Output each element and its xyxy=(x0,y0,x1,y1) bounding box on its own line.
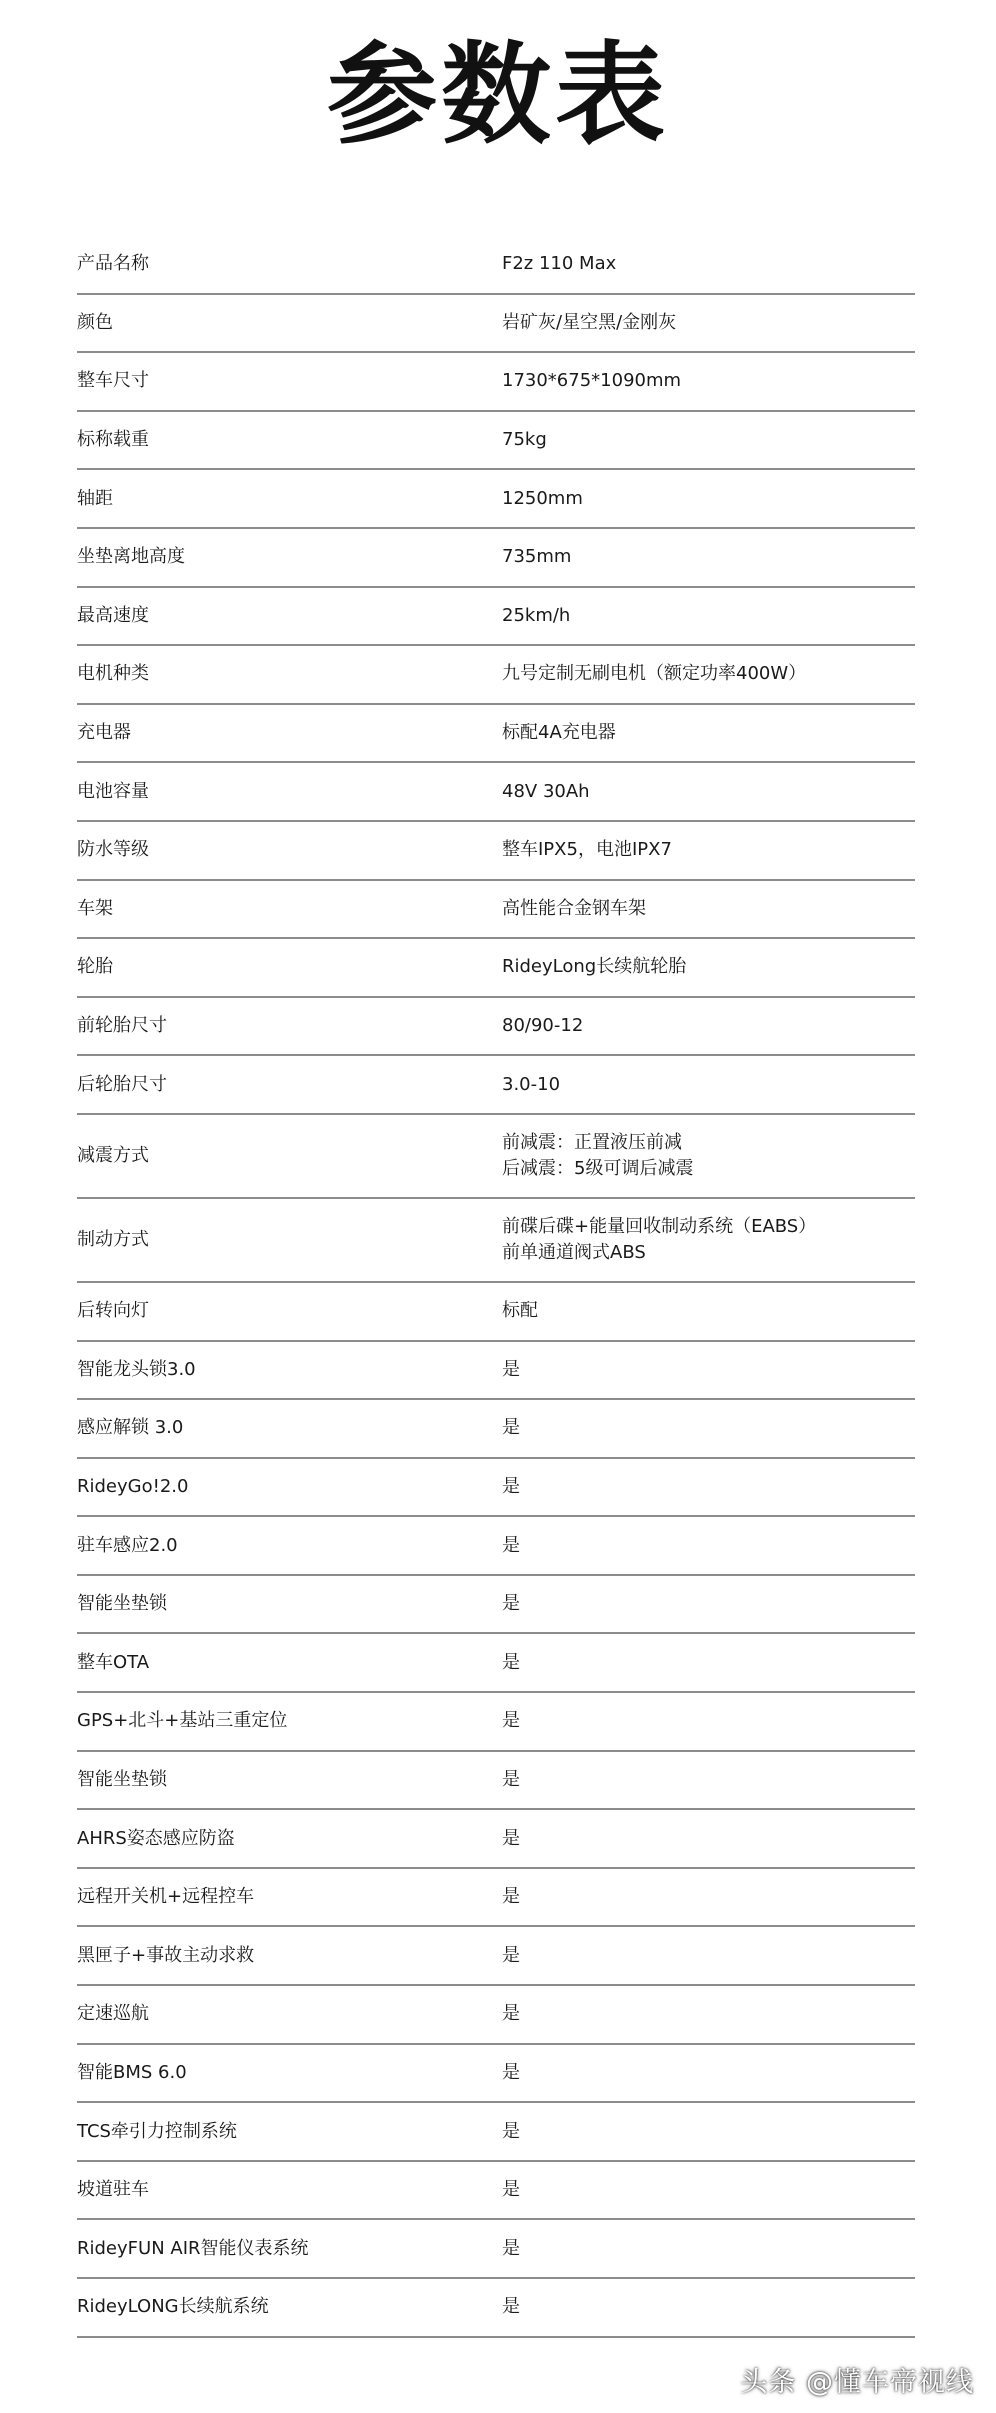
spec-label: 驻车感应2.0 xyxy=(77,1534,178,1556)
spec-value: 九号定制无刷电机（额定功率400W） xyxy=(502,663,807,685)
spec-value: 1730*675*1090mm xyxy=(502,370,682,392)
spec-label: 坐垫离地高度 xyxy=(77,546,185,568)
spec-label: 整车尺寸 xyxy=(77,370,149,392)
spec-row xyxy=(77,1342,915,1401)
spec-row xyxy=(77,1517,915,1576)
spec-value: 是 xyxy=(502,2296,520,2318)
spec-row xyxy=(77,588,915,647)
spec-value: 是 xyxy=(502,2061,520,2083)
spec-row xyxy=(77,1869,915,1928)
spec-label: AHRS姿态感应防盗 xyxy=(77,1827,235,1849)
spec-label: TCS牵引力控制系统 xyxy=(77,2120,237,2142)
spec-value: 3.0-10 xyxy=(502,1073,561,1095)
spec-value: 是 xyxy=(502,1827,520,1849)
spec-label: 远程开关机+远程控车 xyxy=(77,1886,255,1908)
spec-value: 是 xyxy=(502,2120,520,2142)
spec-label: 车架 xyxy=(77,897,113,919)
spec-value: 75kg xyxy=(502,429,547,451)
spec-row xyxy=(77,529,915,588)
spec-row xyxy=(77,1634,915,1693)
spec-row xyxy=(77,470,915,529)
spec-label: RideyGo!2.0 xyxy=(77,1475,189,1497)
spec-label: 智能坐垫锁 xyxy=(77,1768,167,1790)
spec-value: 标配4A充电器 xyxy=(502,722,616,744)
spec-label: 智能龙头锁3.0 xyxy=(77,1358,196,1380)
spec-label: 轴距 xyxy=(77,487,113,509)
spec-label: RideyLONG长续航系统 xyxy=(77,2296,269,2318)
spec-value: RideyLong长续航轮胎 xyxy=(502,956,687,978)
spec-value: 是 xyxy=(502,1475,520,1497)
spec-label: 最高速度 xyxy=(77,604,149,626)
spec-row xyxy=(77,295,915,354)
spec-label: 整车OTA xyxy=(77,1651,150,1673)
spec-row xyxy=(77,646,915,705)
spec-row xyxy=(77,236,915,295)
spec-row xyxy=(77,1693,915,1752)
spec-value: 岩矿灰/星空黑/金刚灰 xyxy=(502,311,677,333)
spec-value: 735mm xyxy=(502,546,572,568)
spec-row xyxy=(77,2103,915,2162)
spec-value: 高性能合金钢车架 xyxy=(502,897,646,919)
spec-value: F2z 110 Max xyxy=(502,253,617,275)
spec-row xyxy=(77,1810,915,1869)
spec-value: 是 xyxy=(502,1358,520,1380)
spec-value: 是 xyxy=(502,1710,520,1732)
spec-value: 是 xyxy=(502,2003,520,2025)
spec-row xyxy=(77,1927,915,1986)
spec-label: 制动方式 xyxy=(77,1228,149,1250)
watermark: 头条 @懂车帝视线 xyxy=(740,2367,974,2398)
spec-label: 产品名称 xyxy=(77,253,149,275)
spec-value: 是 xyxy=(502,1417,520,1439)
spec-row xyxy=(77,881,915,940)
spec-row xyxy=(77,1400,915,1459)
spec-value: 1250mm xyxy=(502,487,583,509)
spec-value: 是 xyxy=(502,1651,520,1673)
spec-value: 80/90-12 xyxy=(502,1015,584,1037)
spec-value: 前碟后碟+能量回收制动系统（EABS） 前单通道阀式ABS xyxy=(502,1215,817,1263)
spec-value: 是 xyxy=(502,2179,520,2201)
spec-label: 坡道驻车 xyxy=(77,2179,149,2201)
spec-row xyxy=(77,2279,915,2338)
spec-label: 后转向灯 xyxy=(77,1300,149,1322)
spec-value: 整车IPX5，电池IPX7 xyxy=(502,839,672,861)
spec-table xyxy=(77,236,915,2338)
spec-label: RideyFUN AIR智能仪表系统 xyxy=(77,2237,309,2259)
spec-value: 前减震：正置液压前减 后减震：5级可调后减震 xyxy=(502,1131,694,1179)
spec-label: 电机种类 xyxy=(77,663,149,685)
spec-row xyxy=(77,1056,915,1115)
spec-value: 25km/h xyxy=(502,604,571,626)
spec-label: 感应解锁 3.0 xyxy=(77,1417,184,1439)
spec-label: 防水等级 xyxy=(77,839,149,861)
spec-row xyxy=(77,705,915,764)
spec-row xyxy=(77,1986,915,2045)
spec-value: 是 xyxy=(502,1944,520,1966)
spec-label: 减震方式 xyxy=(77,1144,149,1166)
spec-label: 后轮胎尺寸 xyxy=(77,1073,167,1095)
spec-row xyxy=(77,1752,915,1811)
spec-row xyxy=(77,1283,915,1342)
spec-row xyxy=(77,2220,915,2279)
spec-row xyxy=(77,763,915,822)
spec-value: 是 xyxy=(502,1886,520,1908)
spec-value: 48V 30Ah xyxy=(502,780,590,802)
spec-label: 智能BMS 6.0 xyxy=(77,2061,187,2083)
spec-label: 定速巡航 xyxy=(77,2003,149,2025)
spec-label: 智能坐垫锁 xyxy=(77,1593,167,1615)
spec-row xyxy=(77,998,915,1057)
spec-row xyxy=(77,412,915,471)
spec-value: 是 xyxy=(502,1593,520,1615)
spec-row xyxy=(77,1459,915,1518)
spec-row xyxy=(77,822,915,881)
spec-row xyxy=(77,1115,915,1199)
spec-label: GPS+北斗+基站三重定位 xyxy=(77,1710,288,1732)
spec-value: 标配 xyxy=(502,1300,538,1322)
spec-value: 是 xyxy=(502,1768,520,1790)
spec-label: 轮胎 xyxy=(77,956,113,978)
spec-label: 电池容量 xyxy=(77,780,149,802)
spec-row xyxy=(77,2045,915,2104)
spec-label: 颜色 xyxy=(77,311,113,333)
spec-row xyxy=(77,939,915,998)
spec-label: 充电器 xyxy=(77,722,131,744)
spec-row xyxy=(77,353,915,412)
spec-value: 是 xyxy=(502,2237,520,2259)
spec-label: 标称载重 xyxy=(77,429,149,451)
spec-row xyxy=(77,1576,915,1635)
spec-label: 黑匣子+事故主动求救 xyxy=(77,1944,255,1966)
spec-row xyxy=(77,2162,915,2221)
page-title: 参数表 xyxy=(327,31,669,159)
spec-label: 前轮胎尺寸 xyxy=(77,1015,167,1037)
spec-value: 是 xyxy=(502,1534,520,1556)
spec-row xyxy=(77,1199,915,1283)
